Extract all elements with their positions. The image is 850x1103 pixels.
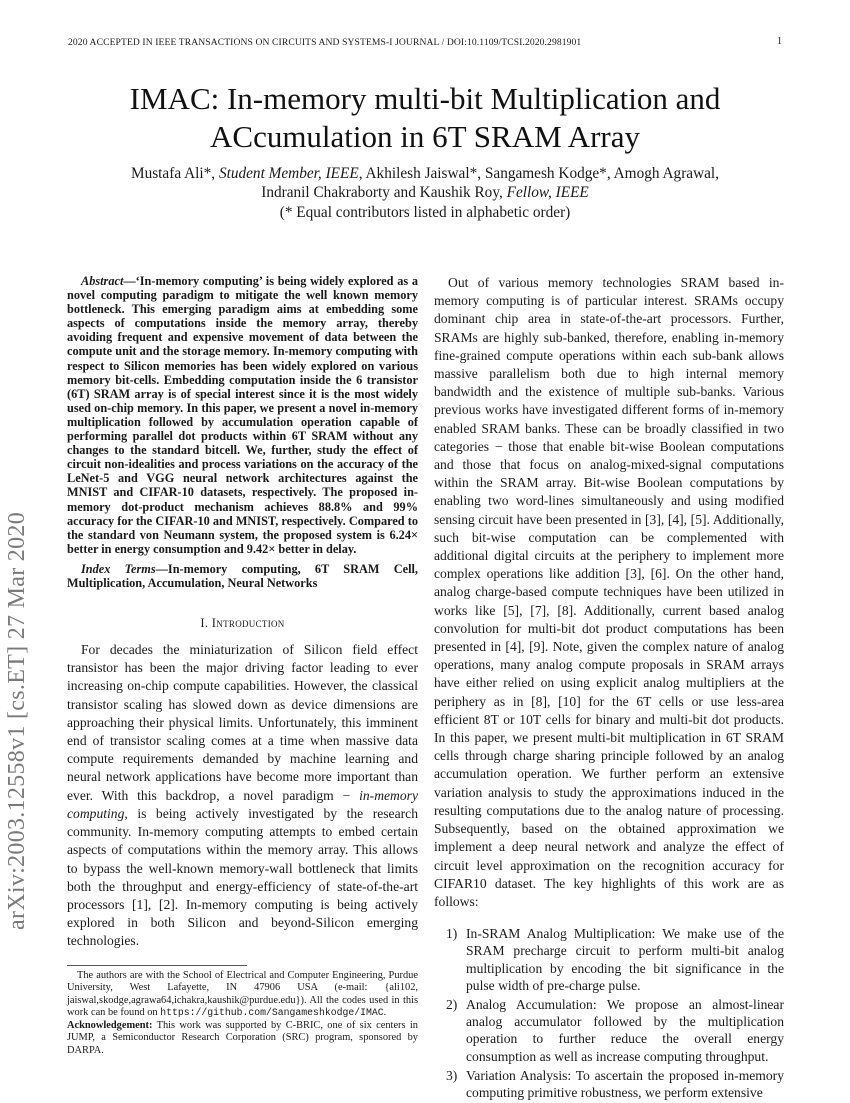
abstract-label: Abstract: [81, 274, 124, 288]
abstract: Abstract—‘In-memory computing’ is being widely explored as a novel computing paradigm to mitigate the well known memory bottleneck. This emerging paradigm aims at embedding some aspects of computations inside the memory array, thereby avoiding frequent and expensive movement of data between the compute unit and the storage memory. In-memory computing with respect to Silicon memories has been widely explored on various memory bit-cells. Embedding computation inside the 6 transistor (6T) SRAM array is of special interest since it is the most widely used on-chip memory. In this paper, we present a novel in-memory multiplication followed by accumulation operation capable of performing parallel dot products within 6T SRAM without any changes to the standard bitcell. We, further, study the effect of circuit non-idealities and process variations on the accuracy of the LeNet-5 and VGG neural network architectures against the MNIST and CIFAR-10 datasets, respectively. The proposed in-memory dot-product mechanism achieves 88.8% and 99% accuracy for the CIFAR-10 and MNIST, respectively. Compared to the standard von Neumann system, the proposed system is 6.24× better in energy consumption and 9.42× better in delay.: [67, 274, 418, 556]
paper-title: [40, 80, 810, 156]
key-highlights-list: [434, 925, 784, 1101]
equal-contribution-note: (* Equal contributors listed in alphabetic order): [279, 203, 571, 221]
highlight-item: 3) Variation Analysis: To ascertain the proposed in-memory computing primitive robustness, we perform extensive: [446, 1067, 784, 1100]
right-column: [434, 274, 784, 1103]
title-line-1: IMAC: In-memory multi-bit Multiplication and: [129, 81, 721, 116]
index-terms: Index Terms—In-memory computing, 6T SRAM Cell, Multiplication, Accumulation, Neural Networks: [67, 561, 418, 590]
author-block: [40, 164, 810, 222]
arxiv-stamp: arXiv:2003.12558v1 [cs.ET] 27 Mar 2020: [4, 512, 30, 930]
page-number: 1: [777, 36, 782, 47]
acknowledgement-footnote: Acknowledgement: This work was supported by C-BRIC, one of six centers in JUMP, a Semiconductor Research Corporation (SRC) program, sponsored by DARPA.: [67, 1019, 418, 1056]
title-line-2: ACcumulation in 6T SRAM Array: [210, 119, 640, 154]
intro-paragraph: For decades the miniaturization of Silicon field effect transistor has been the major driving factor leading to ever increasing on-chip compute capabilities. However, the classical transistor scaling has slowed down as device dimensions are approaching their physical limits. Unfortunately, this imminent end of transistor scaling comes at a time when massive data compute requirements demanded by machine learning and neural network applications have become more important than ever. With this backdrop, a novel paradigm − in-memory computing, is being actively investigated by the research community. In-memory computing attempts to embed certain aspects of computations within the memory array. This allows to bypass the well-known memory-wall bottleneck that limits both the throughput and energy-efficiency of state-of-the-art processors [1], [2]. In-memory computing is being actively explored in both Silicon and beyond-Silicon emerging technologies.: [67, 642, 418, 949]
code-repository-link[interactable]: https://github.com/Sangameshkodge/IMAC: [160, 1007, 384, 1019]
left-column: [67, 274, 418, 1057]
authors-line-1: Mustafa Ali*, Student Member, IEEE, Akhilesh Jaiswal*, Sangamesh Kodge*, Amogh Agrawal,: [130, 165, 719, 182]
running-head: 2020 ACCEPTED IN IEEE TRANSACTIONS ON CIRCUITS AND SYSTEMS-I JOURNAL / DOI:10.1109/TCSI.2020.2981901: [68, 37, 582, 48]
affiliation-footnote: The authors are with the School of Electrical and Computer Engineering, Purdue University, West Lafayette, IN 47906 USA (e-mail: {ali102, jaiswal,skodge,agrawa64,ichakra,kaushik@purdue.edu}). All the codes used in this work can be found on https://github.com/Sangameshkodge/IMAC.: [67, 969, 418, 1019]
highlight-item: 2) Analog Accumulation: We propose an almost-linear analog accumulator followed by the multiplication operation to further reduce the overall energy consumption as well as increase computing throughput.: [446, 996, 784, 1064]
index-terms-label: Index Terms: [81, 561, 156, 576]
right-column-paragraph: Out of various memory technologies SRAM based in-memory computing is of particular interest. SRAMs occupy dominant chip area in state-of-the-art processors. Further, SRAMs are highly sub-banked, therefore, enabling in-memory fine-grained compute operations within each sub-bank allows massive parallelism both due to high internal memory bandwidth and the existence of multiple sub-banks. Various previous works have investigated different forms of in-memory enabled SRAM banks. These can be broadly classified in two categories − those that enable bit-wise Boolean computations and those that focus on analog-mixed-signal computations within the SRAM array. Bit-wise Boolean computations by enabling two word-lines simultaneously and using modified sensing circuit have been presented in [3], [4], [5]. Additionally, such bit-wise computation can be complemented with additional digital circuits at the periphery to implement more complex operations like addition [3], [6]. On the other hand, analog charge-based compute techniques have been utilized in works like [5], [7], [8]. Additionally, current based analog convolution for multi-bit dot product computations has been presented in [4], [9]. Note, given the complex nature of analog operations, many analog compute proposals in SRAM arrays have either relied on using explicit analog multipliers at the periphery as in [8], [10] for the 6T cells or use less-area efficient 8T or 10T cells for binary and multi-bit dot products. In this paper, we present multi-bit multiplication in 6T SRAM cells through charge sharing principle followed by an analog accumulation operation. We further perform an extensive variation analysis to study the approximations induced in the resulting computations due to the analog nature of processing. Subsequently, based on the obtained approximation we implement a deep neural network and analyze the effect of circuit level approximation on the recognition accuracy for CIFAR10 dataset. The key highlights of this work are as follows:: [434, 275, 784, 909]
section-heading-introduction: I. Introduction: [200, 616, 285, 631]
highlight-item: 1) In-SRAM Analog Multiplication: We make use of the SRAM precharge circuit to perform multi-bit analog multiplication by encoding the bit significance in the pulse width of pre-charge pulse.: [446, 926, 784, 993]
authors-line-2: Indranil Chakraborty and Kaushik Roy, Fellow, IEEE: [261, 184, 589, 202]
